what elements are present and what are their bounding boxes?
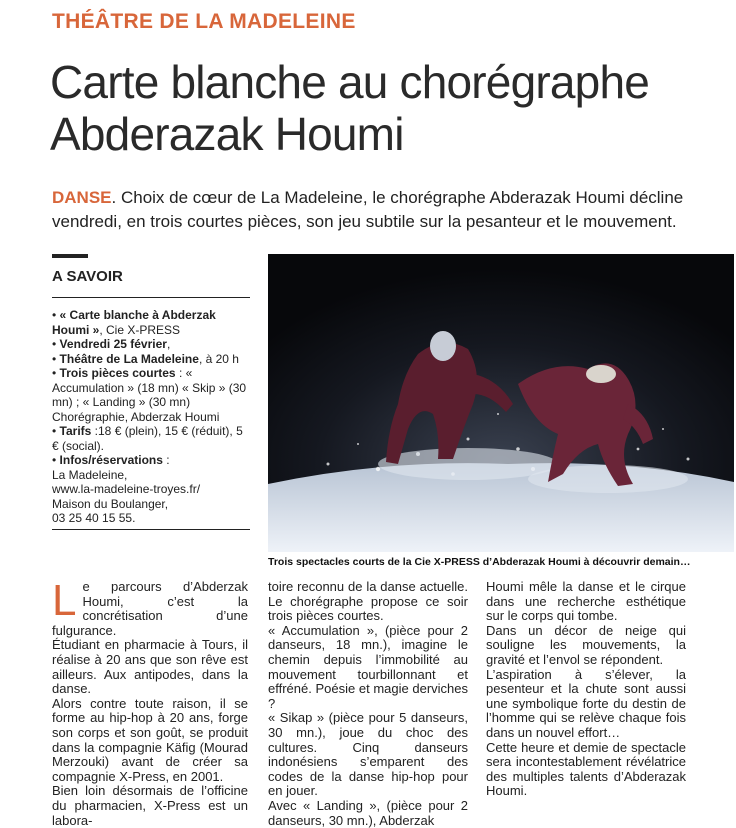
contact-phone: 03 25 40 15 55. [52, 511, 136, 525]
info-item-title: Infos/réservations [59, 453, 163, 467]
contact-office: Maison du Boulanger, [52, 496, 169, 511]
sidebar-divider [52, 297, 250, 298]
info-item-title: Théâtre de La Madeleine [59, 351, 199, 366]
info-item: • Infos/réservations : [52, 453, 170, 467]
contact-line [52, 511, 250, 526]
sidebar-accent-bar [52, 254, 88, 258]
dance-photo [268, 254, 734, 552]
info-item-text: : [162, 453, 170, 467]
article-paragraph: Alors contre toute raison, il se forme au hip-hop à 20 ans, forge son corps et son goût, se produit dans la compagnie Käfig (Mourad Merzouki) avant de créer sa compagnie X-Press, en 2001. [52, 695, 248, 784]
info-item-text: , [166, 337, 171, 351]
info-item-text: , à 20 h [198, 351, 239, 366]
article-column-3 [486, 580, 686, 799]
contact-line [52, 497, 250, 512]
info-sidebar [52, 254, 250, 526]
photo-caption: Trois spectacles courts de la Cie X-PRESS d’Abderazak Houmi à découvrir demain… [268, 556, 691, 568]
lead-paragraph [52, 186, 722, 234]
sidebar-bottom-divider [52, 529, 250, 530]
contact-venue: La Madeleine, [52, 467, 128, 482]
article-paragraph: Bien loin désormais de l’officine du pharmacien, X-Press est un labora- [52, 783, 248, 828]
article-column-1 [52, 576, 248, 828]
info-item-text: :18 € (plein), 15 € (réduit), 5 € (social). [52, 424, 243, 453]
info-item: • Tarifs :18 € (plein), 15 € (réduit), 5 € (social). [52, 424, 243, 453]
kicker: THÉÂTRE DE LA MADELEINE [52, 10, 356, 33]
info-item-text: , Cie X-PRESS [99, 322, 181, 337]
info-item-title: Tarifs [59, 424, 92, 438]
info-item: • « Carte blanche à Abderzak Houmi », Cie X-PRESS [52, 308, 216, 337]
contact-line [52, 468, 250, 483]
drop-cap: L [52, 576, 77, 625]
info-item-title: Vendredi 25 février [59, 337, 167, 351]
paragraph-text: e parcours d’Abderzak Houmi, c’est la concrétisation d’une fulgurance. [52, 579, 248, 638]
info-list [52, 308, 250, 526]
section-tag: DANSE [52, 188, 112, 207]
lead-text: . Choix de cœur de La Madeleine, le chorégraphe Abderazak Houmi décline vendredi, en trois courtes pièces, son jeu subtile sur la pesanteur et le mouvement. [52, 188, 684, 231]
article-paragraph: Houmi mêle la danse et le cirque dans une recherche esthétique sur le corps qui tombe. [486, 579, 686, 624]
article-column-2 [268, 580, 468, 828]
article-paragraph: Étudiant en pharmacie à Tours, il réalise à 20 ans que son rêve est ailleurs. Aux antipodes, dans la danse. [52, 637, 248, 697]
info-item-title: « Carte blanche à Abderzak Houmi » [52, 308, 216, 337]
article-paragraph: Avec « Landing », (pièce pour 2 danseurs, 30 mn.), Abderzak [268, 797, 468, 828]
article-paragraph: Cette heure et demie de spectacle sera incontestablement révélatrice des multiples talents d’Abderazak Houmi. [486, 739, 686, 799]
article-paragraph: Dans un décor de neige qui souligne les mouvements, la gravité et l’envol se répondent. [486, 622, 686, 667]
article-paragraph [52, 576, 248, 638]
sidebar-heading: A SAVOIR [52, 268, 123, 285]
article-paragraph: toire reconnu de la danse actuelle. Le chorégraphe propose ce soir trois pièces courtes. [268, 579, 468, 624]
headline-line-1: Carte blanche au chorégraphe [50, 56, 650, 108]
contact-website: www.la-madeleine-troyes.fr/ [52, 482, 201, 496]
article-paragraph: L’aspiration à s’élever, la pesenteur et la chute sont aussi une symbolique forte du destin de l’homme qui se relève chaque fois dans un nouvel effort… [486, 666, 686, 740]
info-item-text: : « Accumulation » (18 mn) « Skip » (30 mn) ; « Landing » (30 mn) Chorégraphie, Abderzak Houmi [52, 366, 247, 424]
article-paragraph: « Accumulation », (pièce pour 2 danseurs, 18 mn.), imagine le chemin depuis l’immobilité au mouvement tourbillonnant et effréné. Poésie et magie derviches ? [268, 622, 468, 711]
article-paragraph: « Sikap » (pièce pour 5 danseurs, 30 mn.), joue du choc des cultures. Cinq danseurs indonésiens s’emparent des codes de la danse hip-hop pour en jouer. [268, 710, 468, 799]
info-item: • Trois pièces courtes : « Accumulation » (18 mn) « Skip » (30 mn) ; « Landing » (30 mn) Chorégraphie, Abderzak Houmi [52, 366, 247, 424]
info-item: • Vendredi 25 février, [52, 337, 171, 351]
info-item: • Théâtre de La Madeleine, à 20 h [52, 351, 239, 366]
dance-photo-illustration [268, 254, 734, 552]
info-item-title: Trois pièces courtes [59, 366, 176, 380]
headline-line-2: Abderazak Houmi [50, 108, 404, 160]
headline [50, 56, 730, 160]
contact-line [52, 482, 250, 497]
